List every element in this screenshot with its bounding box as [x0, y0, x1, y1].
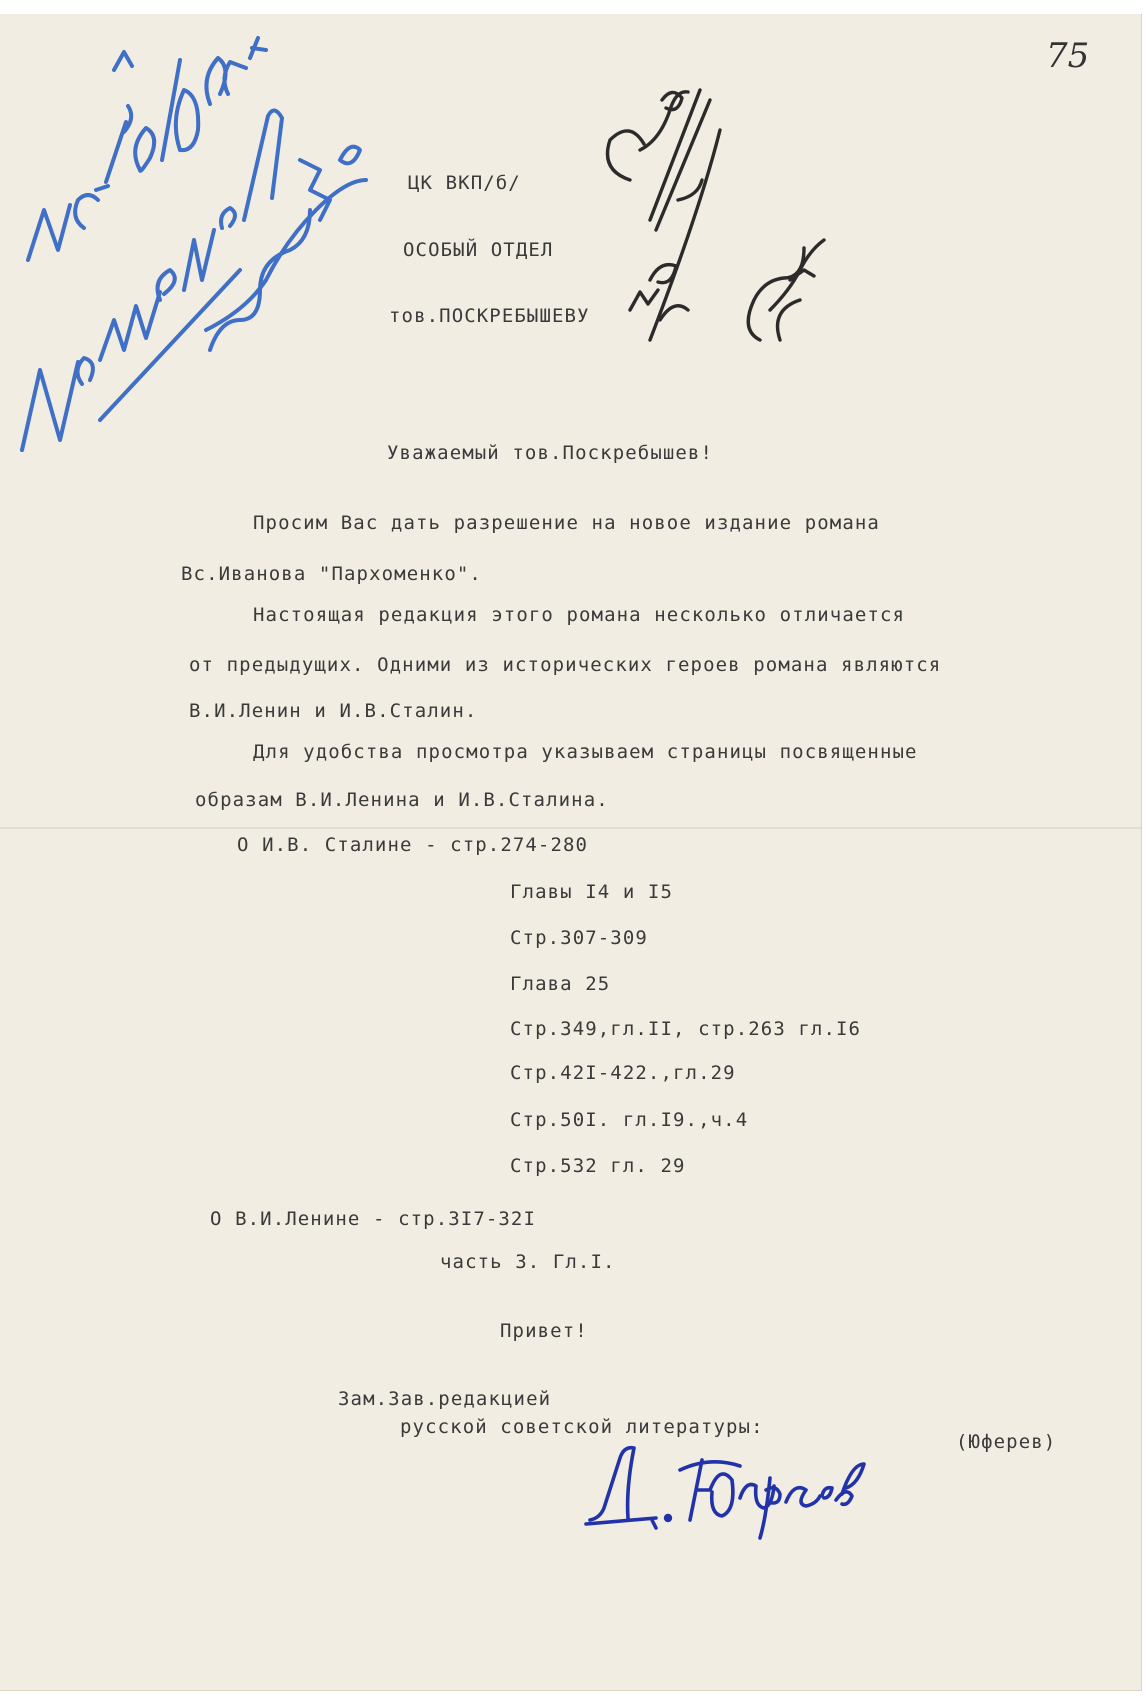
page-number: 75 — [1046, 36, 1090, 76]
recipient-org: ЦК ВКП/б/ — [408, 172, 521, 194]
stalin-refs-lead: О И.В. Сталине - стр.274-280 — [237, 834, 589, 856]
stalin-ref-item: Стр.532 гл. 29 — [510, 1155, 686, 1177]
blue-pencil-notes — [0, 0, 420, 470]
salutation: Уважаемый тов.Поскребышев! — [387, 442, 714, 464]
paper-fold-line — [0, 827, 1141, 829]
stalin-ref-item: Стр.42I-422.,гл.29 — [510, 1062, 736, 1084]
body-line-5: В.И.Ленин и И.В.Сталин. — [189, 700, 478, 722]
recipient-department: ОСОБЫЙ ОТДЕЛ — [403, 239, 554, 261]
graphite-resolution-marks — [590, 80, 850, 370]
body-line-1: Просим Вас дать разрешение на новое издание романа — [253, 512, 880, 534]
body-line-4: от предыдущих. Одними из исторических героев романа являются — [189, 654, 942, 676]
stalin-ref-item: Стр.307-309 — [510, 927, 648, 949]
signatory-name: (Юферев) — [956, 1431, 1057, 1453]
signature — [580, 1420, 870, 1540]
stalin-ref-item: Главы I4 и I5 — [510, 881, 674, 903]
body-line-7: образам В.И.Ленина и И.В.Сталина. — [195, 789, 609, 811]
closing: Привет! — [500, 1320, 588, 1342]
recipient-person: тов.ПОСКРЕБЫШЕВУ — [389, 305, 590, 327]
body-line-2: Вс.Иванова "Пархоменко". — [181, 563, 482, 585]
stalin-ref-item: Глава 25 — [510, 973, 611, 995]
stalin-ref-item: Стр.50I. гл.I9.,ч.4 — [510, 1109, 749, 1131]
signatory-title-line-2: русской советской литературы: — [400, 1416, 764, 1438]
signatory-title-line-1: Зам.Зав.редакцией — [338, 1388, 552, 1410]
stalin-ref-item: Стр.349,гл.II, стр.263 гл.I6 — [510, 1018, 862, 1040]
lenin-ref-item: часть 3. Гл.I. — [440, 1251, 616, 1273]
body-line-6: Для удобства просмотра указываем страницы посвященные — [253, 741, 918, 763]
lenin-refs-lead: О В.И.Ленине - стр.3I7-32I — [210, 1208, 537, 1230]
body-line-3: Настоящая редакция этого романа несколько отличается — [253, 604, 906, 626]
